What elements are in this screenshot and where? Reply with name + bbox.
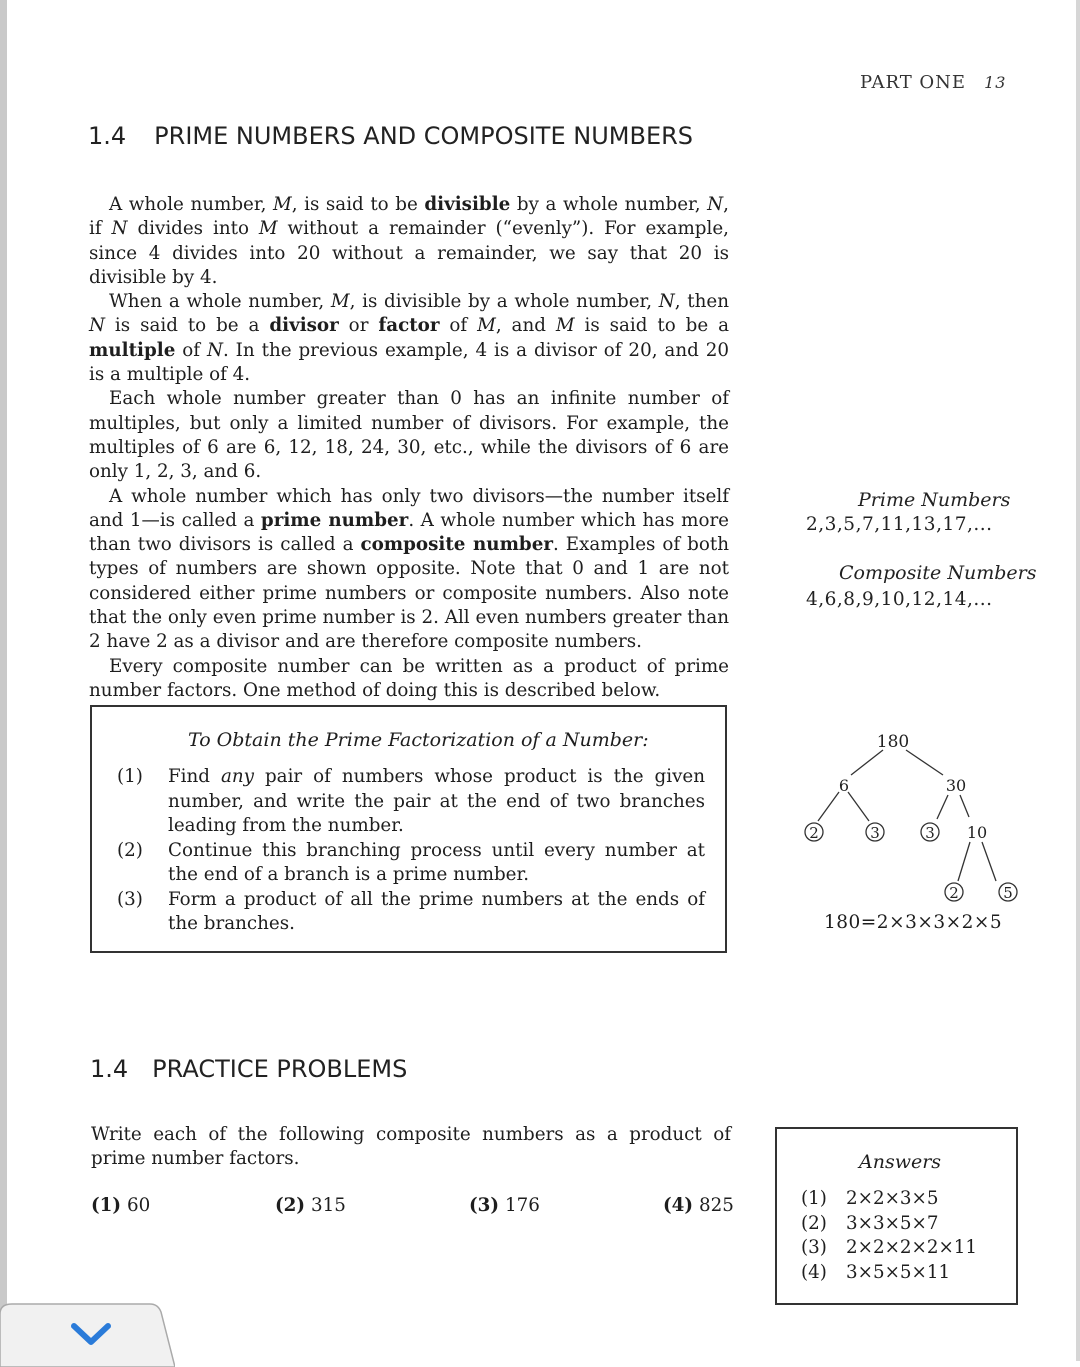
procedure-step — [117, 765, 705, 839]
text-run: . In the previous example, 4 is a divisor of 20, and 20 is a multiple of 4. — [89, 339, 729, 386]
italic-term: any — [220, 766, 254, 787]
prime-numbers-label: Prime Numbers — [858, 489, 1011, 511]
answers-list — [801, 1187, 977, 1285]
italic-term: M — [555, 315, 575, 337]
step-text — [168, 839, 705, 888]
italic-term: N — [658, 291, 675, 313]
text-run: , is divisible by a whole number, — [349, 291, 659, 313]
bold-term: divisible — [424, 194, 511, 215]
text-run: Continue this branching process until every number at the end of a branch is a prime number. — [168, 839, 705, 885]
page-edge-right — [1076, 0, 1080, 1361]
step-text — [168, 765, 705, 839]
italic-term: M — [258, 218, 278, 240]
italic-term: N — [89, 315, 105, 337]
text-run: Each whole number greater than 0 has an infinite number of multiples, but only a limited number of divisors. For example, the multiples of 6 are 6, 12, 18, 24, 30, etc., while the divisors of 6 are only 1, 2, 3, and 6. — [89, 388, 729, 483]
problem-value: 60 — [127, 1195, 151, 1216]
tree-leaf-2: 2 — [809, 824, 819, 842]
problem-value: 315 — [311, 1195, 346, 1216]
factor-tree — [790, 725, 1040, 910]
answer-value: 2×2×3×5 — [846, 1188, 939, 1209]
text-run: of — [439, 315, 478, 337]
part-label: PART ONE — [860, 72, 967, 93]
text-run: is said to be a — [574, 315, 730, 337]
answer-item — [801, 1261, 977, 1286]
procedure-box — [90, 705, 727, 953]
text-run: Every composite number can be written as a product of prime number factors. One method of doing this is described below. — [89, 655, 729, 701]
answer-label: (1) — [801, 1188, 827, 1209]
page-number: 13 — [984, 73, 1007, 92]
problem-label: (4) — [663, 1195, 694, 1216]
practice-problem — [275, 1195, 346, 1216]
answer-value: 3×5×5×11 — [846, 1261, 951, 1283]
body-paragraph — [89, 290, 729, 387]
tree-branch — [960, 795, 969, 817]
italic-term: N — [206, 339, 223, 361]
practice-number: 1.4 — [90, 1055, 129, 1083]
practice-instructions: Write each of the following composite numbers as a product of prime number factors. — [91, 1124, 731, 1170]
section-heading — [88, 122, 693, 150]
problem-label: (2) — [275, 1195, 306, 1216]
text-run: , then — [674, 291, 729, 313]
italic-term: N — [707, 194, 724, 215]
body-paragraph — [89, 387, 729, 484]
tree-node-6: 6 — [838, 776, 850, 795]
text-run: When a whole number, — [109, 291, 331, 313]
bold-term: factor — [378, 315, 440, 337]
step-number: (1) — [117, 766, 143, 787]
answers-box — [775, 1127, 1018, 1305]
italic-term: M — [477, 315, 496, 337]
tree-leaf-5: 5 — [1003, 884, 1013, 902]
text-run: pair of numbers whose product is the given number, and write the pair at the end of two branches leading from the number. — [168, 766, 705, 836]
text-run: Form a product of all the prime numbers at the ends of the branches. — [168, 888, 705, 934]
tree-branch — [906, 750, 943, 775]
page-edge-left — [0, 0, 7, 1361]
body-text — [89, 193, 729, 703]
italic-term: M — [273, 194, 292, 215]
answer-label: (3) — [801, 1237, 827, 1258]
scroll-down-tab[interactable] — [0, 1302, 175, 1367]
text-run: divides into — [127, 218, 259, 240]
answer-label: (4) — [801, 1261, 827, 1283]
step-number: (3) — [117, 888, 143, 910]
problem-label: (3) — [469, 1195, 500, 1216]
tree-leaf-2: 2 — [949, 884, 959, 902]
procedure-step — [117, 839, 705, 888]
tree-leaf-3: 3 — [925, 824, 935, 842]
tree-root: 180 — [876, 732, 910, 752]
answer-value: 3×3×5×7 — [846, 1212, 939, 1234]
practice-heading — [90, 1055, 407, 1083]
prime-factorization-result: 180=2×3×3×2×5 — [824, 912, 1003, 933]
text-run: , is said to be — [291, 194, 425, 215]
text-run: . A whole number which has more than two divisors is called a — [89, 509, 730, 556]
body-paragraph — [89, 485, 729, 655]
answer-label: (2) — [801, 1212, 827, 1234]
body-paragraph — [89, 193, 729, 290]
answer-value: 2×2×2×2×11 — [846, 1237, 978, 1258]
text-run: . Examples of both types of numbers are shown opposite. Note that 0 and 1 are not considered either prime numbers or composite numbers. Also note that the only even prime number is 2. All even numbers greater than 2 have 2 as a divisor and are therefore composite numbers. — [89, 534, 730, 653]
bold-term: multiple — [89, 339, 176, 361]
italic-term: N — [111, 218, 128, 240]
italic-term: M — [330, 291, 350, 313]
bold-term: divisor — [269, 315, 339, 337]
text-run: A whole number which has only two divisors—the number itself and 1—is called a — [89, 485, 729, 531]
tree-branch — [818, 792, 839, 821]
tree-branch — [958, 842, 970, 881]
tree-branch — [937, 795, 948, 819]
text-run: by a whole number, — [510, 194, 708, 215]
problem-label: (1) — [91, 1195, 122, 1216]
practice-problem — [91, 1195, 150, 1216]
procedure-title: To Obtain the Prime Factorization of a Number: — [188, 729, 649, 751]
text-run: is said to be a — [105, 315, 270, 337]
text-run: without a remainder (“evenly”). For example, since 4 divides into 20 without a remainder, we say that 20 is divisible by 4. — [89, 218, 729, 288]
section-number: 1.4 — [88, 122, 127, 150]
bold-term: prime number — [260, 509, 409, 531]
practice-problem — [663, 1195, 734, 1216]
answer-item — [801, 1236, 977, 1261]
text-run: , if — [89, 194, 729, 240]
text-run: or — [338, 315, 379, 337]
answer-item — [801, 1187, 977, 1212]
tree-leaf-3: 3 — [870, 824, 880, 842]
step-number: (2) — [117, 839, 143, 861]
text-run: of — [175, 339, 207, 361]
text-run: , and — [495, 315, 556, 337]
problem-value: 176 — [505, 1195, 540, 1216]
text-run: A whole number, — [109, 194, 273, 215]
tree-node-10: 10 — [966, 823, 988, 842]
prime-numbers-list: 2,3,5,7,11,13,17,... — [806, 514, 993, 535]
tree-branch — [851, 750, 883, 775]
answer-item — [801, 1212, 977, 1237]
tree-branch — [982, 842, 996, 881]
answers-title: Answers — [859, 1151, 942, 1173]
procedure-step — [117, 888, 705, 937]
practice-problem — [469, 1195, 540, 1216]
composite-numbers-list: 4,6,8,9,10,12,14,... — [806, 589, 993, 610]
practice-title: PRACTICE PROBLEMS — [152, 1055, 408, 1083]
text-run: Find — [168, 766, 221, 787]
problem-value: 825 — [699, 1195, 734, 1216]
section-title: PRIME NUMBERS AND COMPOSITE NUMBERS — [154, 122, 694, 150]
running-head — [860, 72, 1040, 93]
body-paragraph — [89, 655, 729, 704]
tree-node-30: 30 — [945, 776, 967, 795]
composite-numbers-label: Composite Numbers — [839, 562, 1037, 584]
step-text — [168, 888, 705, 937]
bold-term: composite number — [360, 534, 553, 556]
tree-branch — [848, 792, 869, 821]
procedure-steps — [117, 765, 705, 937]
